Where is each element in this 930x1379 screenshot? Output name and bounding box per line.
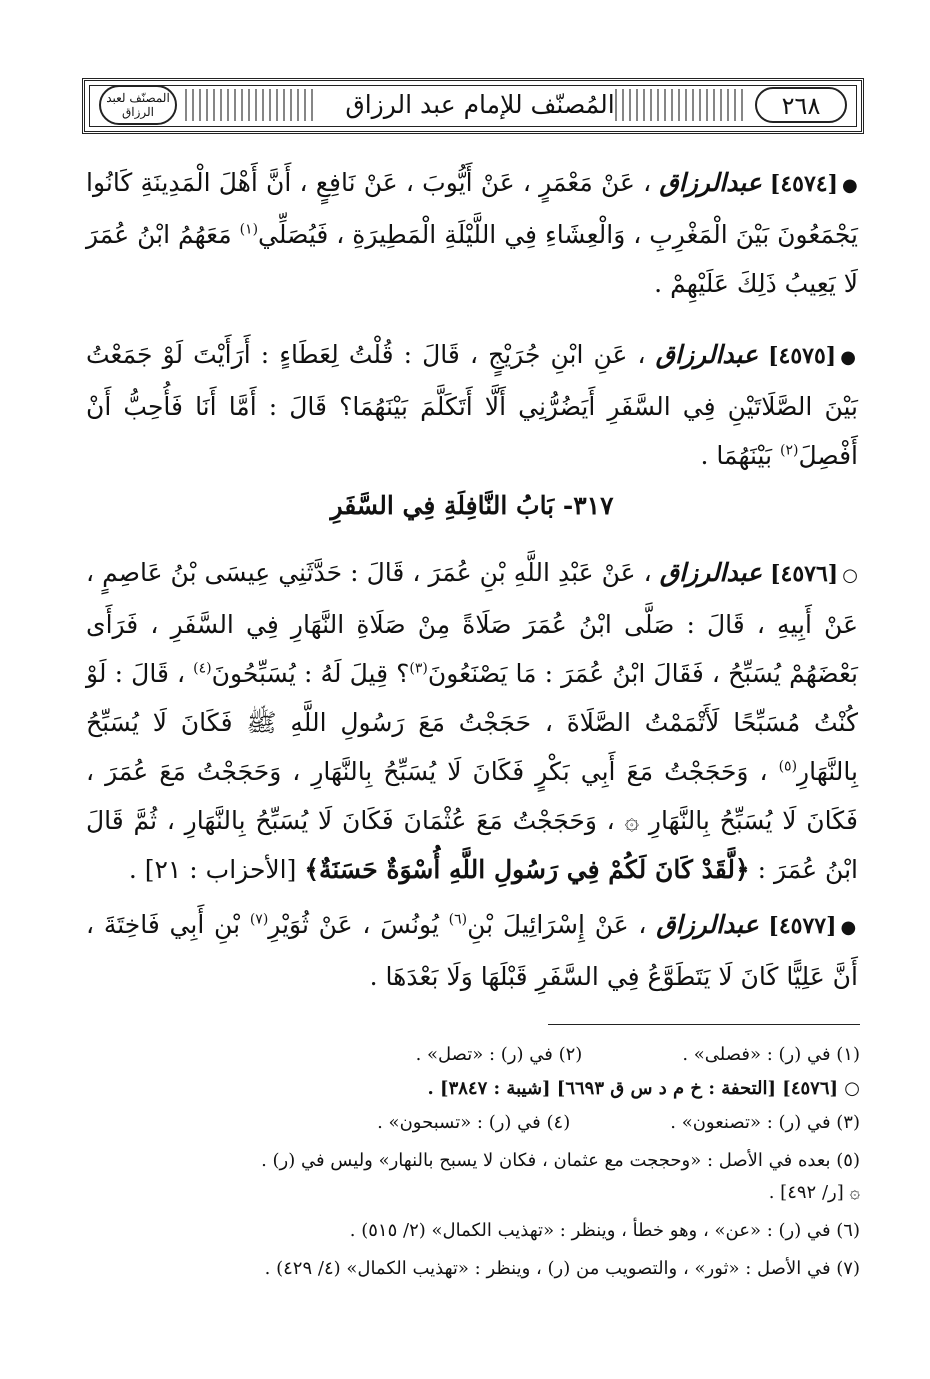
header-ornament-left <box>185 89 315 121</box>
hadith-number: [٤٥٧٧] <box>768 913 837 939</box>
hadith-text: ، عَنْ إِسْرَائِيلَ بْنِ <box>467 910 647 939</box>
footnote-6: (٦) في (ر) : «عن» ، وهو خطأ ، وينظر : «تهذيب الكمال» (٢/ ٥١٥) . <box>349 1220 860 1241</box>
footnote-row <box>86 1042 860 1076</box>
hadith-bullet: ● <box>840 917 859 938</box>
footnote-marker: (٧) <box>249 911 269 928</box>
hadith-author: عبدالرزاق <box>659 168 762 197</box>
footnote-separator <box>548 1024 860 1025</box>
footnote-marker: (٣) <box>409 660 428 677</box>
footnote-marker: (٥) <box>778 758 798 775</box>
footnote-1: (١) في (ر) : «فصلى» . <box>682 1044 860 1065</box>
header-ornament-right <box>615 89 745 121</box>
chapter-heading: ٣١٧- بَابُ النَّافِلَةِ فِي السَّفَرِ <box>330 491 614 520</box>
footnote-2: (٢) في (ر) : «تصل» . <box>415 1044 583 1065</box>
footnote-4576-sources: ○ [٤٥٧٦] [التحفة : خ م د س ق ٦٦٩٣] [شيبة : ٣٨٤٧] . <box>427 1078 860 1099</box>
footnote-5: (٥) بعده في الأصل : «وحججت مع عثمان ، فكان لا يسبح بالنهار» وليس في (ر) . <box>261 1150 860 1171</box>
footnote-marker: (١) <box>239 221 259 238</box>
hadith-author: عبدالرزاق <box>659 558 763 587</box>
book-title: المُصنّف للإمام عبد الرزاق <box>345 90 615 119</box>
hadith-text: ، قَالَ : لَوْ كُنْتُ مُسَبِّحًا لَأَتْمَمْتُ الصَّلَاةَ ، حَجَجْتُ مَعَ رَسُولِ اللَّهِ ﷺ فَكَانَ لَا يُسَبِّحُ بِالنَّهَارِ <box>86 659 858 786</box>
hadith-text: ، عَنْ مَعْمَرٍ ، عَنْ أَيُّوبَ ، عَنْ نَافِعٍ ، أَنَّ أَهْلَ الْمَدِينَةِ كَانُوا يَجْمَعُونَ بَيْنَ الْمَغْرِبِ ، وَالْعِشَاءِ فِي اللَّيْلَةِ الْمَطِيرَةِ ، فَيُصَلِّي <box>86 168 858 249</box>
hadith-number: [٤٥٧٥] <box>768 343 837 369</box>
hadith-text: بْنِ أَبِي فَاخِتَةَ ، أَنَّ عَلِيًّا كَانَ لَا يَتَطَوَّعُ فِي السَّفَرِ قَبْلَهَا وَلَا بَعْدَهَا . <box>86 910 858 991</box>
footnote-3: (٣) في (ر) : «تصنعون» . <box>670 1112 860 1133</box>
hadith-number: [٤٥٧٦] <box>770 561 839 587</box>
hadith-4574 <box>86 158 858 308</box>
hadith-bullet: ○ <box>842 565 858 586</box>
page-header <box>82 78 864 134</box>
footnote-4: (٤) في (ر) : «تسبحون» . <box>377 1112 571 1133</box>
footnote-row <box>86 1110 860 1148</box>
hadith-4577 <box>86 900 858 1001</box>
hadith-bullet: ● <box>842 175 858 196</box>
hadith-bullet: ● <box>840 347 859 368</box>
hadith-text: ، عَنْ عَبْدِ اللَّهِ بْنِ عُمَرَ ، قَالَ : حَدَّثَنِي عِيسَى بْنُ عَاصِمٍ ، عَنْ أَبِيهِ ، قَالَ : صَلَّى ابْنُ عُمَرَ صَلَاةً مِنْ صَلَاةِ النَّهَارِ فِي السَّفَرِ ، فَرَأَى بَعْضَهُمْ يُسَبِّحُ ، فَقَالَ ابْنُ عُمَرَ : مَا يَصْنَعُونَ <box>86 558 858 688</box>
footnote-5-ref: ۞ [ر/ ٤٩٢] . <box>768 1182 860 1203</box>
page-number: ٢٦٨ <box>755 87 847 123</box>
footnote-7: (٧) في الأصل : «ثور» ، والتصويب من (ر) ، وينظر : «تهذيب الكمال» (٤/ ٤٢٩) . <box>264 1258 860 1279</box>
quran-verse: ﴿لَّقَدْ كَانَ لَكُمْ فِي رَسُولِ اللَّهِ أُسْوَةٌ حَسَنَةٌ﴾ <box>304 855 750 884</box>
hadith-text: ، وَحَجَجْتُ مَعَ أَبِي بَكْرٍ فَكَانَ لَا يُسَبِّحُ بِالنَّهَارِ ، وَحَجَجْتُ مَعَ عُمَرَ ، فَكَانَ لَا يُسَبِّحُ بِالنَّهَارِ ۞ ، وَحَجَجْتُ مَعَ عُثْمَانَ فَكَانَ لَا يُسَبِّحُ بِالنَّهَارِ ، ثُمَّ قَالَ ابْنُ عُمَرَ : <box>86 757 858 884</box>
footnote-marker: (٦) <box>448 911 468 928</box>
footnote-marker: (٤) <box>193 660 212 677</box>
hadith-author: عبدالرزاق <box>655 340 758 369</box>
hadith-number: [٤٥٧٤] <box>769 171 839 197</box>
book-logo: المصنّف لعبد الرزاق <box>99 85 177 125</box>
quran-reference: [الأحزاب : ٢١] . <box>128 855 297 884</box>
hadith-text: ؟ قِيلَ لَهُ : يُسَبِّحُونَ <box>211 659 410 688</box>
hadith-text: ، عَنِ ابْنِ جُرَيْجٍ ، قَالَ : قُلْتُ لِعَطَاءٍ : أَرَأَيْتَ لَوْ جَمَعْتُ بَيْنَ الصَّلَاتَيْنِ فِي السَّفَرِ أَيَضُرُّنِي أَلَّا أَتَكَلَّمَ بَيْنَهُمَا؟ قَالَ : أَمَّا أَنَا فَأُحِبُّ أَنْ أَفْصِلَ <box>86 340 858 470</box>
footnotes <box>86 1042 860 1290</box>
hadith-text-continued: بَيْنَهُمَا . <box>700 441 773 470</box>
hadith-text-continued: مَعَهُمُ ابْنُ عُمَرَ لَا يَعِيبُ ذَلِكَ عَلَيْهِمْ . <box>86 220 858 298</box>
hadith-4576 <box>86 548 858 894</box>
hadith-4575 <box>86 330 858 480</box>
hadith-author: عبدالرزاق <box>656 910 759 939</box>
footnote-marker: (٢) <box>780 442 799 459</box>
hadith-text: يُونُسَ ، عَنْ ثُوَيْرِ <box>268 910 439 939</box>
